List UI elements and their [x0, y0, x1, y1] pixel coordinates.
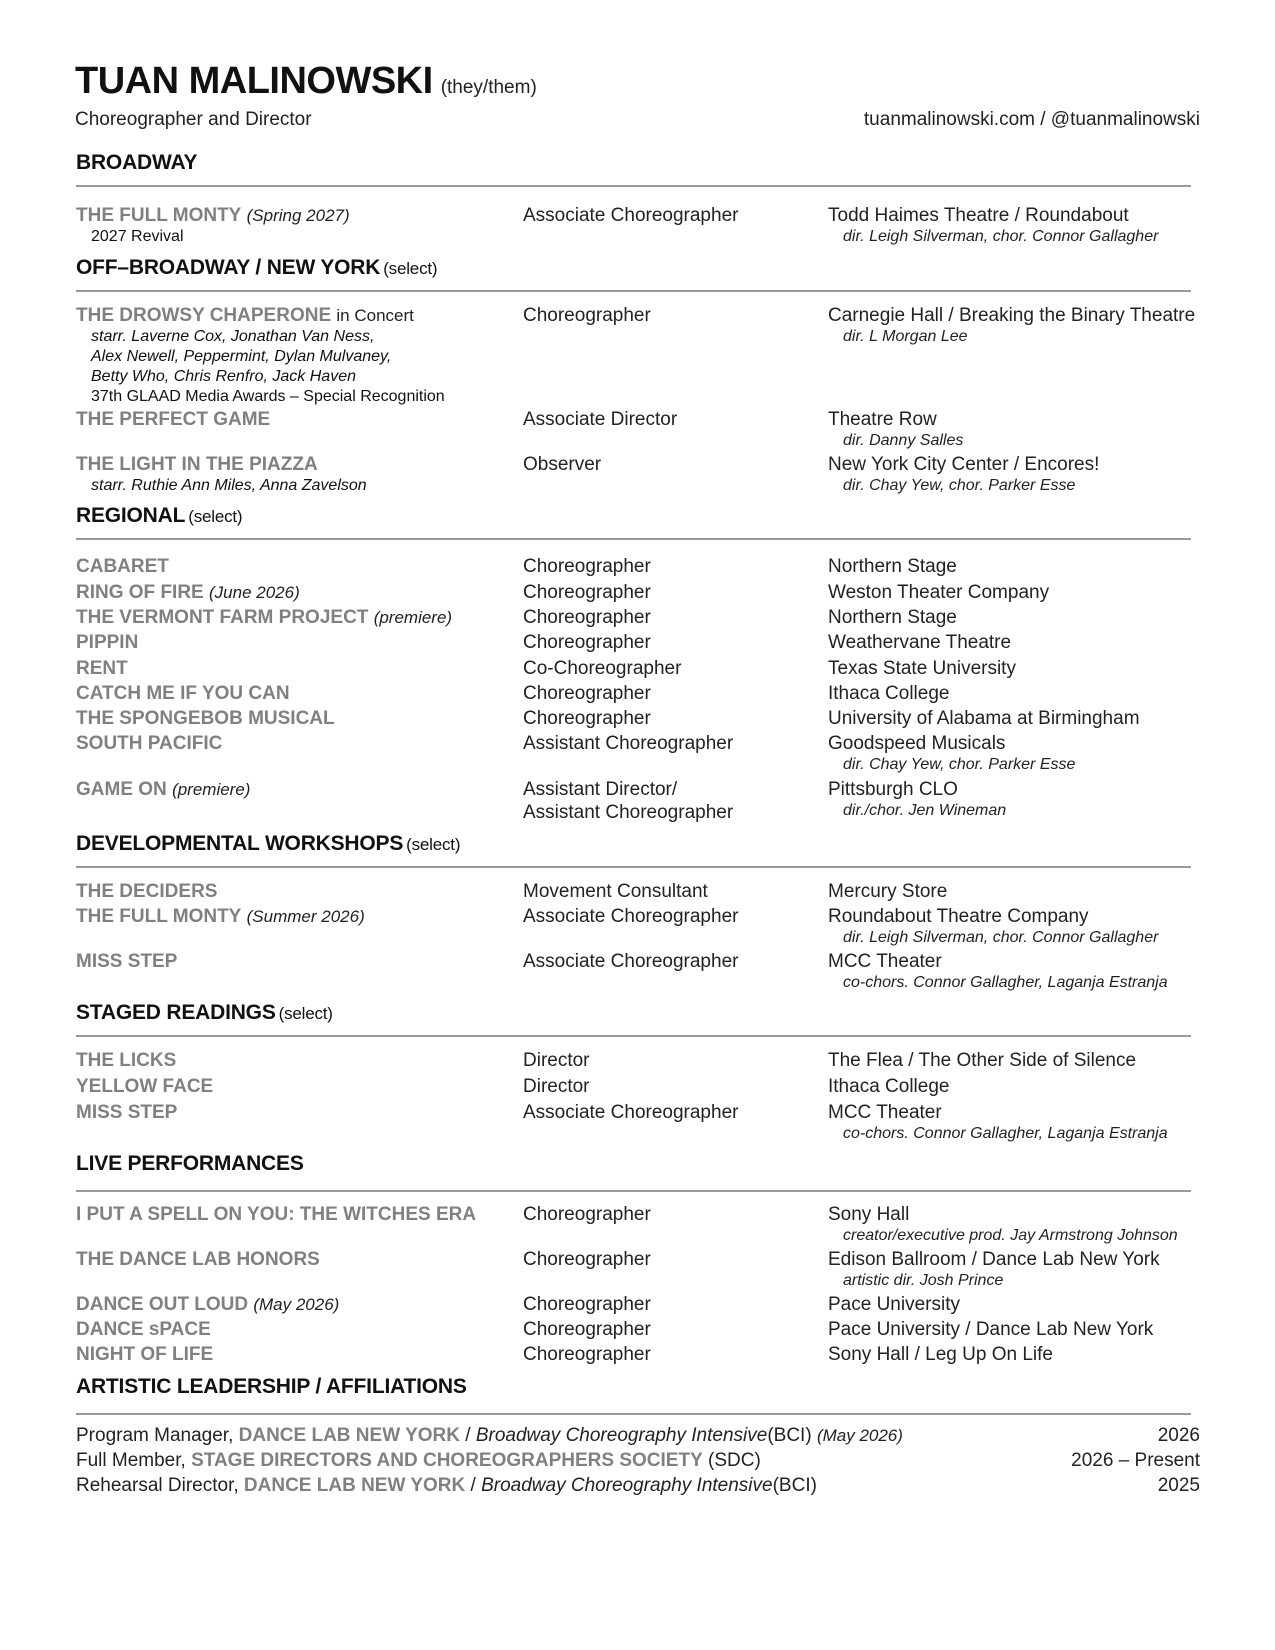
section-staged-readings: [76, 1001, 1196, 1037]
creative-credit: co-chors. Connor Gallagher, Laganja Estranja: [843, 974, 1168, 991]
section-heading: [76, 1152, 1196, 1176]
role-line: Assistant Choreographer: [523, 802, 734, 823]
role-line: Assistant Director/: [523, 779, 678, 800]
venue-cell: Pace University: [828, 1294, 960, 1315]
show-modifier: (Spring 2027): [246, 206, 350, 225]
venue-cell: Sony Hall / Leg Up On Life: [828, 1344, 1053, 1365]
venue-cell: [828, 732, 1208, 775]
show-title: RING OF FIRE: [76, 582, 204, 603]
role-cell: Choreographer: [523, 1344, 651, 1365]
affiliation-abbr: (SDC): [708, 1450, 761, 1471]
show-title: MISS STEP: [76, 951, 178, 972]
role-cell: Choreographer: [523, 708, 651, 729]
resume-header: [75, 60, 1200, 131]
venue-cell: [828, 950, 1208, 993]
venue-cell: [828, 778, 1208, 821]
section-heading: [76, 151, 1196, 175]
role-cell: Associate Choreographer: [523, 951, 739, 972]
role-cell: Choreographer: [523, 305, 651, 326]
show-title: THE DANCE LAB HONORS: [76, 1249, 320, 1270]
show-cell: [76, 1318, 516, 1341]
venue-cell: [828, 304, 1208, 347]
affiliation-date-note: (May 2026): [816, 1426, 903, 1445]
show-title: CATCH ME IF YOU CAN: [76, 683, 290, 704]
section-artistic-leadership: [76, 1375, 1196, 1415]
creative-credit: dir. Leigh Silverman, chor. Connor Gallagher: [843, 228, 1159, 245]
show-cell: [76, 453, 516, 496]
role-title: Choreographer and Director: [75, 109, 312, 130]
role-cell: Choreographer: [523, 1294, 651, 1315]
show-title: THE LIGHT IN THE PIAZZA: [76, 454, 318, 475]
show-cell: [76, 1049, 516, 1072]
show-title: THE FULL MONTY: [76, 205, 242, 226]
venue-name: Carnegie Hall / Breaking the Binary Theatre: [828, 305, 1196, 326]
heading-text: LIVE PERFORMANCES: [76, 1152, 304, 1175]
section-off-broadway: [76, 256, 1196, 292]
creative-credit: creator/executive prod. Jay Armstrong Johnson: [843, 1227, 1178, 1244]
section-regional: [76, 504, 1196, 540]
show-title: NIGHT OF LIFE: [76, 1344, 214, 1365]
show-cell: [76, 707, 516, 730]
show-title: THE FULL MONTY: [76, 906, 242, 927]
venue-name: MCC Theater: [828, 951, 942, 972]
show-modifier: (premiere): [373, 608, 453, 627]
heading-note: (select): [278, 1004, 333, 1023]
show-note: 2027 Revival: [91, 228, 184, 245]
role-cell: Choreographer: [523, 607, 651, 628]
subtitle-line: [75, 109, 1200, 131]
heading-note: (select): [188, 507, 243, 526]
section-divider: [76, 538, 1191, 540]
venue-name: Sony Hall: [828, 1204, 910, 1225]
venue-cell: Mercury Store: [828, 881, 948, 902]
section-heading: [76, 504, 1196, 528]
venue-cell: Texas State University: [828, 658, 1016, 679]
affiliation-program: Broadway Choreography Intensive: [475, 1425, 768, 1446]
show-title: PIPPIN: [76, 632, 139, 653]
role-cell: Associate Choreographer: [523, 1102, 739, 1123]
show-title: RENT: [76, 658, 128, 679]
creative-credit: dir. Danny Salles: [843, 432, 964, 449]
heading-text: DEVELOPMENTAL WORKSHOPS: [76, 832, 404, 855]
venue-cell: University of Alabama at Birmingham: [828, 708, 1140, 729]
section-divider: [76, 1190, 1191, 1192]
creative-credit: dir. L Morgan Lee: [843, 328, 968, 345]
section-heading: [76, 832, 1196, 856]
show-cell: [76, 905, 516, 928]
venue-name: Roundabout Theatre Company: [828, 906, 1089, 927]
show-cell: [76, 1343, 516, 1366]
section-divider: [76, 290, 1191, 292]
venue-cell: The Flea / The Other Side of Silence: [828, 1050, 1137, 1071]
section-divider: [76, 1035, 1191, 1037]
show-modifier: (Summer 2026): [246, 907, 365, 926]
heading-text: STAGED READINGS: [76, 1001, 276, 1024]
affiliation-position: Program Manager,: [76, 1425, 234, 1446]
affiliation-org: DANCE LAB NEW YORK: [243, 1475, 466, 1496]
heading-text: ARTISTIC LEADERSHIP / AFFILIATIONS: [76, 1375, 467, 1398]
venue-name: Goodspeed Musicals: [828, 733, 1006, 754]
award-line: 37th GLAAD Media Awards – Special Recognition: [91, 388, 445, 405]
role-cell: Associate Director: [523, 409, 678, 430]
show-modifier: (May 2026): [253, 1295, 340, 1314]
role-cell: Director: [523, 1076, 590, 1097]
show-cell: [76, 657, 516, 680]
venue-cell: Northern Stage: [828, 607, 957, 628]
show-title: THE SPONGEBOB MUSICAL: [76, 708, 335, 729]
person-name: TUAN MALINOWSKI: [75, 60, 433, 102]
role-cell: Associate Choreographer: [523, 906, 739, 927]
section-live-performances: [76, 1152, 1196, 1192]
section-heading: [76, 1001, 1196, 1025]
role-cell: Choreographer: [523, 632, 651, 653]
venue-cell: Weathervane Theatre: [828, 632, 1012, 653]
show-cell: [76, 1248, 516, 1271]
affiliation-year: 2026: [1157, 1425, 1200, 1446]
name-line: [75, 60, 1200, 103]
show-title: THE LICKS: [76, 1050, 177, 1071]
section-divider: [76, 1413, 1191, 1415]
cast-line: Alex Newell, Peppermint, Dylan Mulvaney,: [91, 348, 392, 365]
venue-cell: Pace University / Dance Lab New York: [828, 1319, 1154, 1340]
venue-cell: [828, 204, 1208, 247]
venue-cell: [828, 1101, 1208, 1144]
venue-cell: [828, 1203, 1208, 1246]
heading-note: (select): [406, 835, 461, 854]
show-cell: [76, 304, 516, 407]
role-cell: Choreographer: [523, 1204, 651, 1225]
venue-cell: Ithaca College: [828, 1076, 950, 1097]
role-cell: Choreographer: [523, 683, 651, 704]
heading-text: OFF–BROADWAY / NEW YORK: [76, 256, 381, 279]
affiliation-row: [76, 1425, 1200, 1447]
show-title: DANCE sPACE: [76, 1319, 211, 1340]
pronouns: (they/them): [440, 77, 537, 98]
show-title: THE DECIDERS: [76, 881, 218, 902]
heading-text: REGIONAL: [76, 504, 186, 527]
affiliation-year: 2026 – Present: [1071, 1450, 1200, 1471]
affiliation-org: STAGE DIRECTORS AND CHOREOGRAPHERS SOCIETY: [191, 1450, 703, 1471]
affiliation-year: 2025: [1157, 1475, 1200, 1496]
show-title: THE VERMONT FARM PROJECT: [76, 607, 369, 628]
show-cell: [76, 555, 516, 578]
role-cell: Director: [523, 1050, 590, 1071]
creative-credit: dir./chor. Jen Wineman: [843, 802, 1007, 819]
show-title: CABARET: [76, 556, 169, 577]
show-title: MISS STEP: [76, 1102, 178, 1123]
contact-link[interactable]: tuanmalinowski.com / @tuanmalinowski: [863, 109, 1200, 130]
role-cell: Choreographer: [523, 582, 651, 603]
cast-line: Betty Who, Chris Renfro, Jack Haven: [91, 368, 356, 385]
venue-cell: [828, 453, 1208, 496]
venue-cell: [828, 1248, 1208, 1291]
venue-name: Todd Haimes Theatre / Roundabout: [828, 205, 1129, 226]
section-heading: [76, 256, 1196, 280]
role-cell: Movement Consultant: [523, 881, 708, 902]
show-cell: [76, 204, 516, 247]
venue-cell: Northern Stage: [828, 556, 957, 577]
show-title: THE DROWSY CHAPERONE: [76, 305, 332, 326]
venue-name: New York City Center / Encores!: [828, 454, 1100, 475]
show-cell: [76, 1075, 516, 1098]
affiliation-position: Full Member,: [76, 1450, 186, 1471]
show-cell: [76, 1101, 516, 1124]
heading-note: (select): [383, 259, 438, 278]
role-cell: Associate Choreographer: [523, 205, 739, 226]
role-cell: Co-Choreographer: [523, 658, 682, 679]
section-heading: [76, 1375, 1196, 1399]
creative-credit: dir. Chay Yew, chor. Parker Esse: [843, 477, 1076, 494]
affiliation-position: Rehearsal Director,: [76, 1475, 239, 1496]
role-cell: Choreographer: [523, 1249, 651, 1270]
affiliation-separator: /: [465, 1425, 471, 1446]
show-cell: [76, 778, 516, 801]
venue-cell: [828, 408, 1208, 451]
show-cell: [76, 606, 516, 629]
show-title: YELLOW FACE: [76, 1076, 214, 1097]
role-cell: [523, 778, 813, 824]
section-broadway: [76, 151, 1196, 187]
show-title: SOUTH PACIFIC: [76, 733, 223, 754]
affiliation-program: Broadway Choreography Intensive: [481, 1475, 773, 1496]
section-divider: [76, 185, 1191, 187]
show-cell: [76, 631, 516, 654]
venue-name: Edison Ballroom / Dance Lab New York: [828, 1249, 1160, 1270]
venue-name: MCC Theater: [828, 1102, 942, 1123]
creative-credit: artistic dir. Josh Prince: [843, 1272, 1004, 1289]
affiliation-separator: /: [470, 1475, 476, 1496]
role-cell: Choreographer: [523, 1319, 651, 1340]
cast-line: starr. Laverne Cox, Jonathan Van Ness,: [91, 328, 375, 345]
show-title: THE PERFECT GAME: [76, 409, 271, 430]
show-cell: [76, 581, 516, 604]
show-cell: [76, 682, 516, 705]
venue-cell: Weston Theater Company: [828, 582, 1050, 603]
show-cell: [76, 732, 516, 755]
affiliation-row: [76, 1450, 1200, 1472]
affiliation-abbr: (BCI): [767, 1425, 812, 1446]
heading-text: BROADWAY: [76, 151, 198, 174]
cast-line: starr. Ruthie Ann Miles, Anna Zavelson: [91, 477, 367, 494]
show-cell: [76, 880, 516, 903]
show-title: I PUT A SPELL ON YOU: THE WITCHES ERA: [76, 1204, 477, 1225]
show-cell: [76, 950, 516, 973]
show-cell: [76, 1293, 516, 1316]
show-title: GAME ON: [76, 779, 167, 800]
creative-credit: co-chors. Connor Gallagher, Laganja Estranja: [843, 1125, 1168, 1142]
show-modifier: (June 2026): [209, 583, 300, 602]
venue-cell: Ithaca College: [828, 683, 950, 704]
show-cell: [76, 1203, 516, 1226]
creative-credit: dir. Chay Yew, chor. Parker Esse: [843, 756, 1076, 773]
role-cell: Observer: [523, 454, 602, 475]
affiliation-abbr: (BCI): [772, 1475, 817, 1496]
affiliation-row: [76, 1475, 1200, 1497]
venue-cell: [828, 905, 1208, 948]
affiliation-org: DANCE LAB NEW YORK: [238, 1425, 460, 1446]
creative-credit: dir. Leigh Silverman, chor. Connor Gallagher: [843, 929, 1159, 946]
show-modifier: in Concert: [336, 306, 414, 325]
section-workshops: [76, 832, 1196, 868]
show-modifier: (premiere): [172, 780, 251, 799]
show-cell: [76, 408, 516, 431]
venue-name: Pittsburgh CLO: [828, 779, 958, 800]
show-title: DANCE OUT LOUD: [76, 1294, 249, 1315]
venue-name: Theatre Row: [828, 409, 937, 430]
role-cell: Choreographer: [523, 556, 651, 577]
section-divider: [76, 866, 1191, 868]
role-cell: Assistant Choreographer: [523, 733, 734, 754]
